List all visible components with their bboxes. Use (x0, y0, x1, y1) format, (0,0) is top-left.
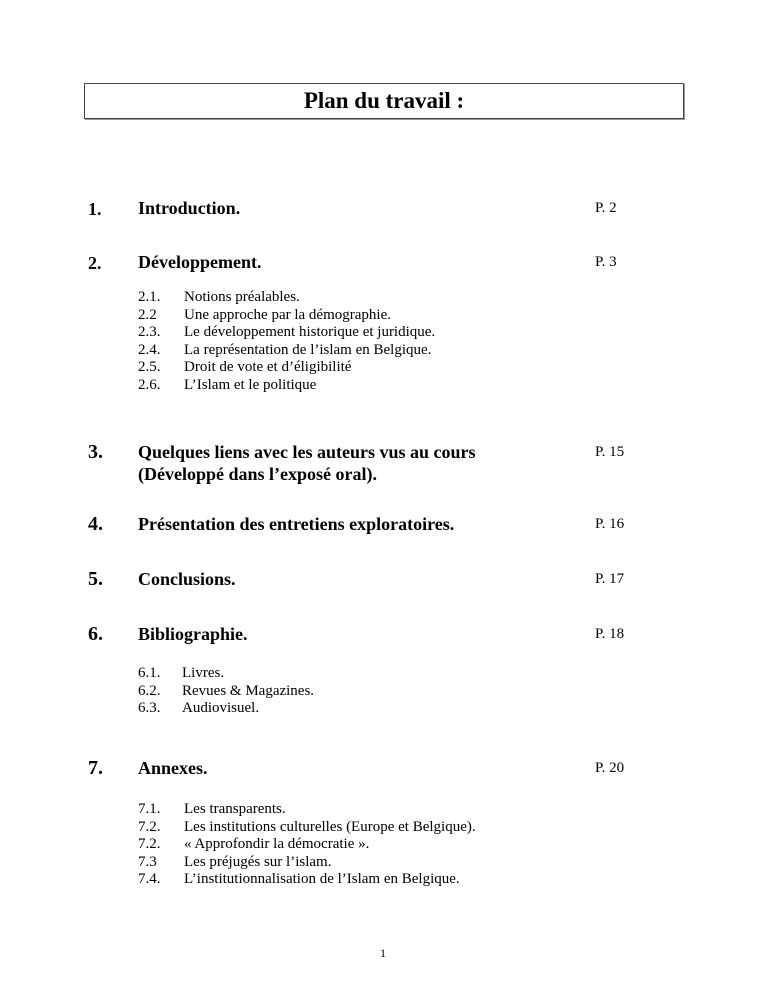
subsection-number: 2.1. (138, 289, 161, 305)
section-page: P. 3 (595, 254, 617, 270)
subsection-number: 6.2. (138, 682, 161, 699)
page-number: 1 (380, 946, 386, 960)
subsection-list (138, 665, 314, 718)
list-item (138, 289, 435, 307)
list-item (138, 342, 435, 360)
subsection-number: 7.2. (138, 836, 161, 852)
section-page: P. 16 (595, 516, 625, 532)
list-item (138, 359, 435, 377)
list-item (138, 683, 314, 701)
subsection-text: L’Islam et le politique (184, 376, 317, 393)
section-heading-line2: (Développé dans l’exposé oral). (138, 464, 377, 484)
section-page: P. 20 (595, 760, 625, 776)
subsection-text: Droit de vote et d’éligibilité (184, 359, 352, 375)
subsection-number: 6.1. (138, 665, 161, 681)
list-item (138, 871, 476, 889)
subsection-number: 2.3. (138, 324, 161, 340)
subsection-text: Notions préalables. (184, 289, 300, 305)
subsection-text: Une approche par la démographie. (184, 306, 391, 323)
section-heading: Introduction. (138, 198, 241, 218)
subsection-text: Les institutions culturelles (Europe et Belgique). (184, 818, 476, 835)
section-number: 1. (88, 199, 102, 219)
subsection-list (138, 801, 476, 889)
section-page: P. 17 (595, 571, 625, 587)
section-heading-line1: Quelques liens avec les auteurs vus au cours (138, 442, 476, 462)
subsection-number: 2.4. (138, 341, 161, 358)
list-item (138, 854, 476, 872)
subsection-number: 2.6. (138, 376, 161, 393)
subsection-text: La représentation de l’islam en Belgique. (184, 341, 432, 358)
section-heading: Conclusions. (138, 569, 236, 589)
subsection-list (138, 289, 435, 394)
section-number: 5. (88, 568, 103, 590)
section-heading: Présentation des entretiens exploratoires. (138, 514, 455, 534)
section-number: 2. (88, 253, 102, 273)
page-title: Plan du travail : (303, 88, 465, 113)
subsection-text: Livres. (182, 665, 225, 681)
list-item (138, 307, 435, 325)
list-item (138, 324, 435, 342)
section-page: P. 18 (595, 626, 625, 642)
list-item (138, 819, 476, 837)
subsection-text: Revues & Magazines. (182, 682, 315, 699)
subsection-number: 7.3 (138, 853, 157, 870)
section-page: P. 15 (595, 444, 625, 460)
subsection-text: Le développement historique et juridique. (184, 324, 436, 340)
subsection-text: Audiovisuel. (182, 700, 260, 716)
subsection-number: 7.2. (138, 818, 161, 835)
section-heading: Annexes. (138, 758, 208, 778)
subsection-number: 2.5. (138, 359, 161, 375)
section-number: 6. (88, 623, 103, 645)
section-page: P. 2 (595, 200, 617, 216)
section-heading: Développement. (138, 252, 262, 272)
subsection-text: L’institutionnalisation de l’Islam en Belgique. (184, 871, 460, 887)
section-number: 4. (88, 513, 103, 535)
title-box (84, 83, 684, 119)
subsection-number: 7.1. (138, 801, 161, 817)
section-number: 3. (88, 441, 103, 463)
subsection-text: « Approfondir la démocratie ». (184, 836, 370, 852)
list-item (138, 700, 314, 718)
list-item (138, 836, 476, 854)
list-item (138, 801, 476, 819)
subsection-number: 7.4. (138, 871, 161, 887)
subsection-text: Les préjugés sur l’islam. (184, 853, 332, 870)
section-heading: Bibliographie. (138, 624, 248, 644)
list-item (138, 665, 314, 683)
subsection-number: 2.2 (138, 306, 157, 323)
section-number: 7. (88, 757, 103, 779)
subsection-number: 6.3. (138, 700, 161, 716)
subsection-text: Les transparents. (184, 801, 286, 817)
section-heading (138, 441, 476, 485)
list-item (138, 377, 435, 395)
